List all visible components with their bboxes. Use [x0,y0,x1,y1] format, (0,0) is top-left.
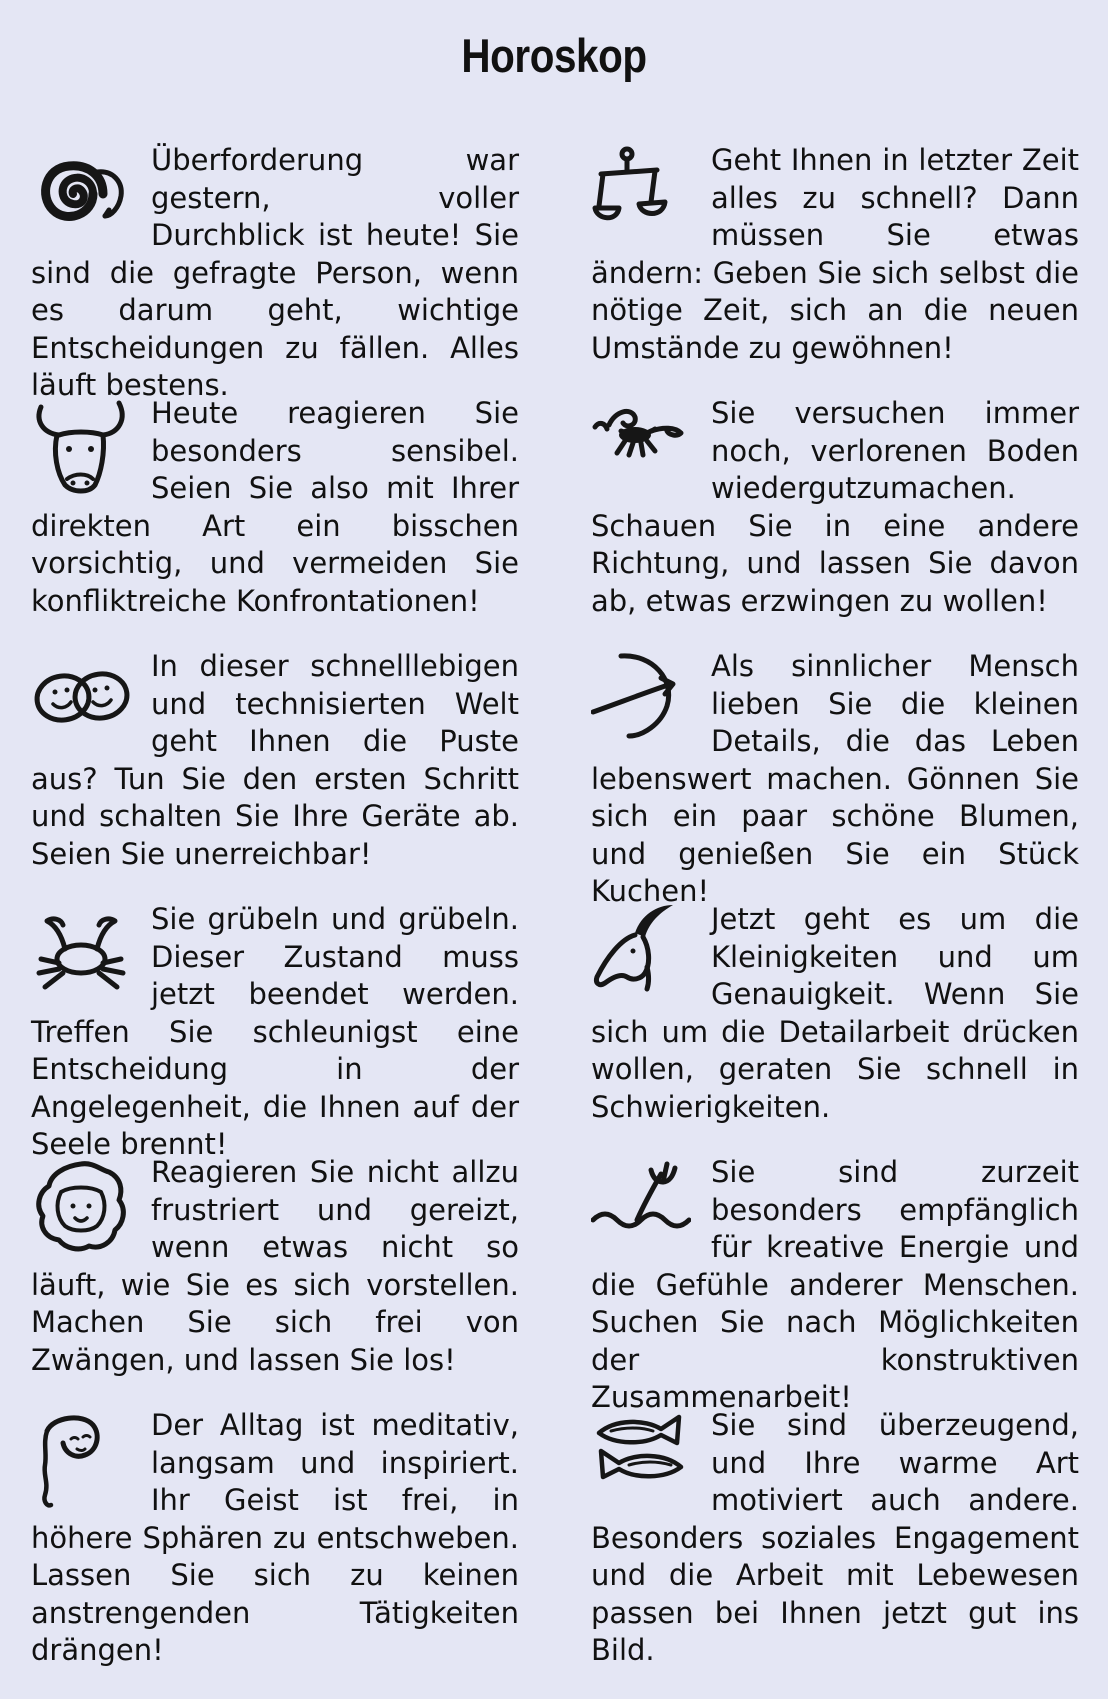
horoscope-entry-cancer [31,901,519,1161]
horoscope-text: In dieser schnelllebigen und technisierten Welt geht Ihnen die Puste aus? Tun Sie den ersten Schritt und schalten Sie Ihre Geräte ab. Seien Sie unerreichbar! [31,649,519,871]
horoscope-entry-taurus [31,395,519,648]
capricorn-icon [591,903,703,1013]
horoscope-text: Geht Ihnen in letzter Zeit alles zu schnell? Dann müssen Sie etwas ändern: Geben Sie sich selbst die nötige Zeit, sich an die neuen Umstände zu gewöhnen! [591,143,1079,365]
horoscope-entry-aries [31,142,519,402]
horoscope-entry-aquarius [591,1154,1079,1414]
horoscope-entry-sagittarius [591,648,1079,908]
scorpio-icon [591,397,703,507]
sagittarius-icon [591,650,703,760]
horoscope-text: Sie versuchen immer noch, verlorenen Boden wiedergutzumachen. Schauen Sie in eine andere Richtung, und lassen Sie davon ab, etwas erzwingen zu wollen! [591,396,1079,618]
leo-icon [31,1156,143,1266]
horoscope-text: Als sinnlicher Mensch lieben Sie die kleinen Details, die das Leben lebenswert machen. Gönnen Sie sich ein paar schöne Blumen, und genießen Sie ein Stück Kuchen! [591,649,1079,908]
horoscope-entry-pisces [591,1407,1079,1667]
aquarius-icon [591,1156,703,1266]
horoscope-entry-libra [591,142,1079,395]
taurus-icon [31,397,143,507]
left-column [31,142,519,1667]
horoscope-text: Jetzt geht es um die Kleinigkeiten und um Genauigkeit. Wenn Sie sich um die Detailarbeit drücken wollen, geraten Sie schnell in Schwierigkeiten. [591,902,1079,1124]
cancer-icon [31,903,143,1013]
horoscope-text: Sie sind zurzeit besonders empfänglich für kreative Energie und die Gefühle anderer Menschen. Suchen Sie nach Möglichkeiten der konstruktiven Zusammenarbeit! [591,1155,1079,1414]
horoscope-text: Sie sind überzeugend, und Ihre warme Art motiviert auch andere. Besonders soziales Engagement und die Arbeit mit Lebewesen passen bei Ihnen jetzt gut ins Bild. [591,1408,1079,1667]
horoscope-entry-gemini [31,648,519,901]
pisces-icon [591,1409,703,1519]
horoscope-entry-leo [31,1154,519,1407]
horoscope-entry-scorpio [591,395,1079,648]
gemini-icon [31,650,143,760]
horoscope-text: Der Alltag ist meditativ, langsam und inspiriert. Ihr Geist ist frei, in höhere Sphären zu entschweben. Lassen Sie sich zu keinen anstrengenden Tätigkeiten drängen! [31,1408,519,1667]
aries-icon [31,144,143,254]
horoscope-text: Sie grübeln und grübeln. Dieser Zustand muss jetzt beendet werden. Treffen Sie schleunigst eine Entscheidung in der Angelegenheit, die Ihnen auf der Seele brennt! [31,902,519,1161]
horoscope-entry-capricorn [591,901,1079,1154]
horoscope-entry-virgo [31,1407,519,1667]
page-title: Horoskop [461,29,647,82]
horoscope-text: Heute reagieren Sie besonders sensibel. Seien Sie also mit Ihrer direkten Art ein bisschen vorsichtig, und vermeiden Sie konfliktreiche Konfrontationen! [31,396,519,618]
right-column [591,142,1079,1667]
libra-icon [591,144,703,254]
horoscope-text: Reagieren Sie nicht allzu frustriert und gereizt, wenn etwas nicht so läuft, wie Sie es sich vorstellen. Machen Sie sich frei von Zwängen, und lassen Sie los! [31,1155,519,1377]
virgo-icon [31,1409,143,1519]
horoscope-text: Überforderung war gestern, voller Durchblick ist heute! Sie sind die gefragte Person, wenn es darum geht, wichtige Entscheidungen zu fällen. Alles läuft bestens. [31,143,519,402]
